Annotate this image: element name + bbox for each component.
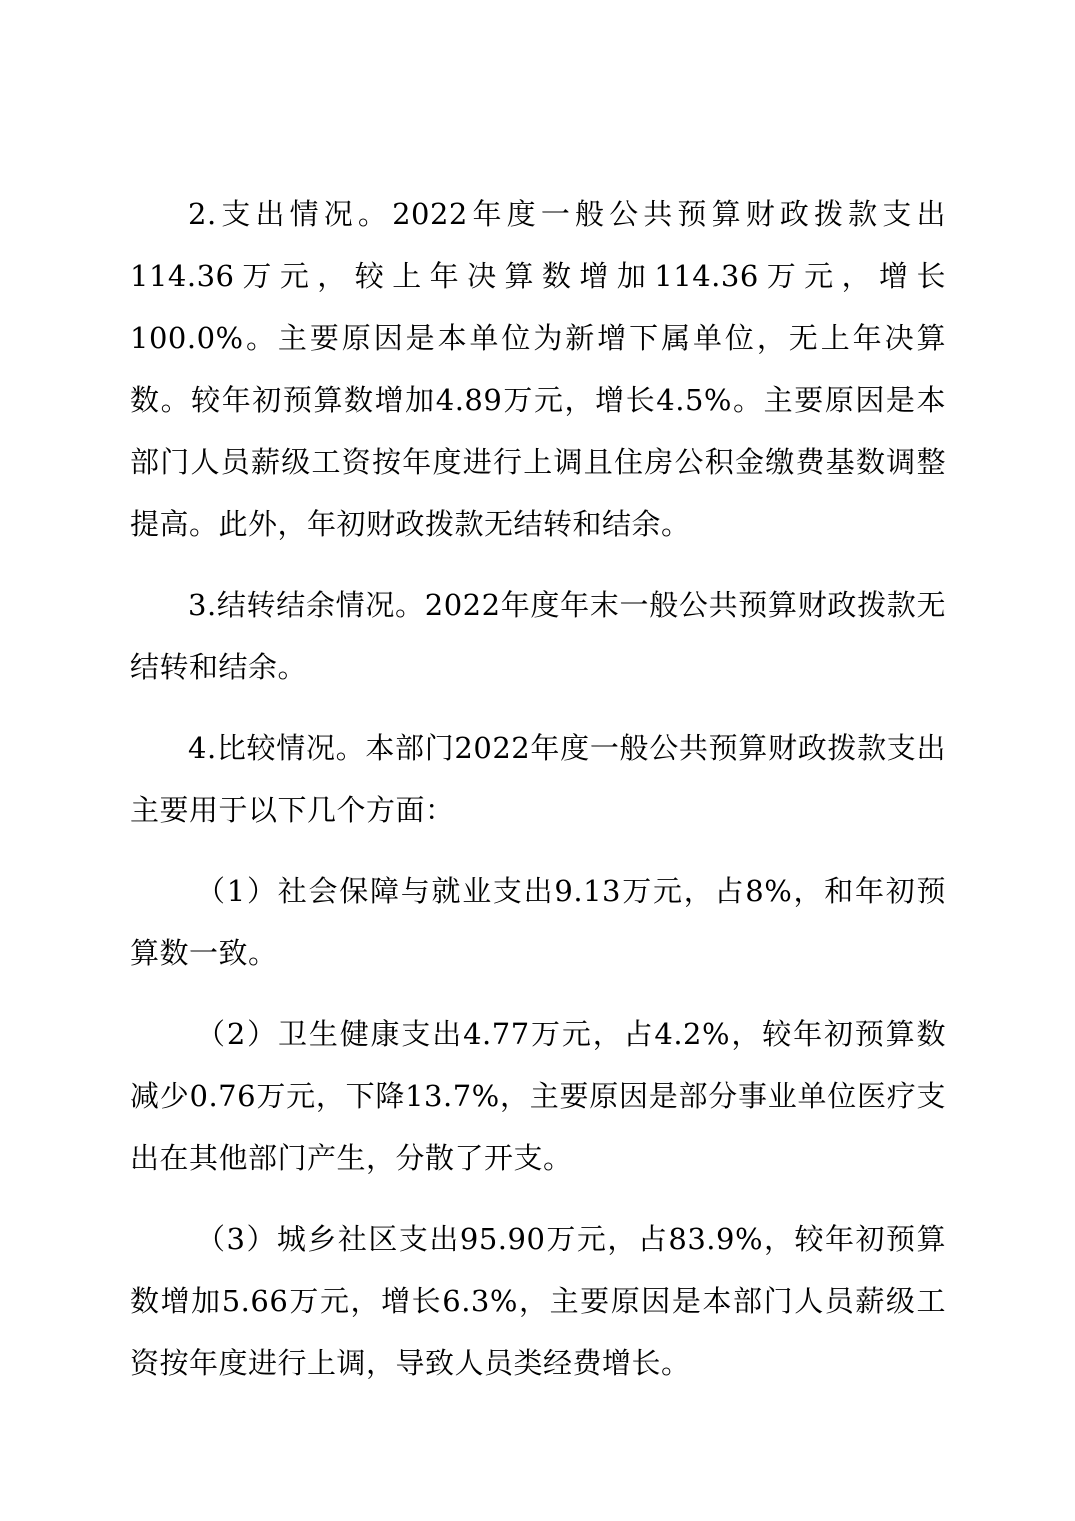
paragraph-comparison: 4.比较情况。本部门2022年度一般公共预算财政拨款支出主要用于以下几个方面： bbox=[130, 731, 946, 827]
document-body bbox=[130, 183, 946, 1413]
paragraph-social-security: （1）社会保障与就业支出9.13万元，占8%，和年初预算数一致。 bbox=[130, 874, 946, 970]
paragraph-expenditure: 2.支出情况。2022年度一般公共预算财政拨款支出114.36万元，较上年决算数增加114.36万元，增长100.0%。主要原因是本单位为新增下属单位，无上年决算数。较年初预算数增加4.89万元，增长4.5%。主要原因是本部门人员薪级工资按年度进行上调且住房公积金缴费基数调整提高。此外，年初财政拨款无结转和结余。 bbox=[130, 197, 946, 541]
paragraph-health: （2）卫生健康支出4.77万元，占4.2%，较年初预算数减少0.76万元，下降13.7%，主要原因是部分事业单位医疗支出在其他部门产生，分散了开支。 bbox=[130, 1017, 946, 1175]
paragraph-urban-rural: （3）城乡社区支出95.90万元，占83.9%，较年初预算数增加5.66万元，增长6.3%，主要原因是本部门人员薪级工资按年度进行上调，导致人员类经费增长。 bbox=[130, 1222, 946, 1380]
paragraph-carryover: 3.结转结余情况。2022年度年末一般公共预算财政拨款无结转和结余。 bbox=[130, 588, 946, 684]
